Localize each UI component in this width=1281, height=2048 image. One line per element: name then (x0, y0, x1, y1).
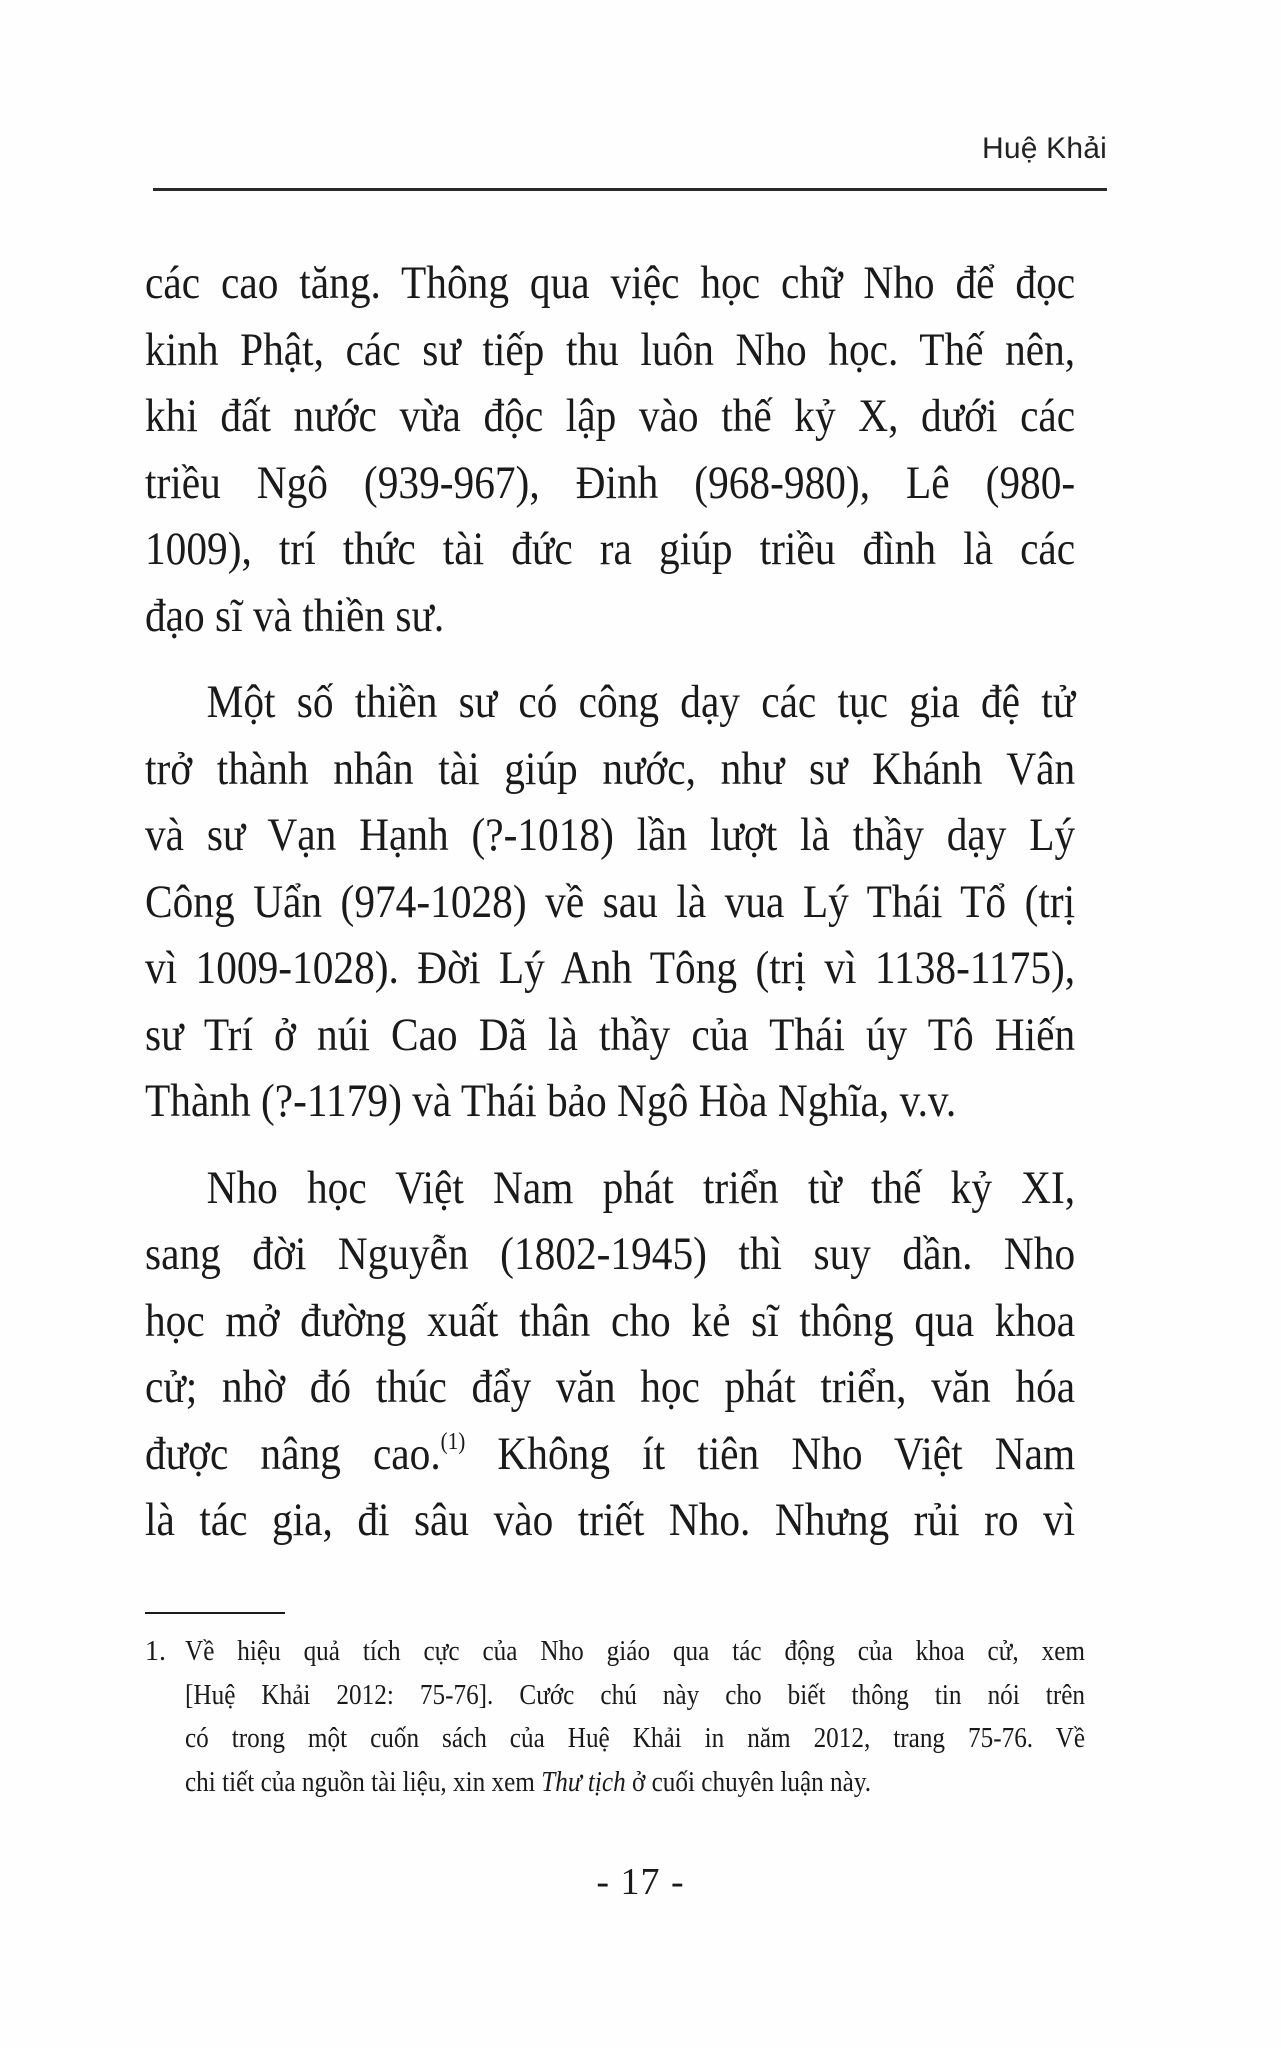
text-line-with-footnote-ref (145, 1421, 1075, 1488)
footnote-1 (145, 1630, 1085, 1804)
page-number: - 17 - (596, 1861, 685, 1903)
italic-term-bibliography: Thư tịch (541, 1766, 626, 1798)
text-line: Thành (?-1179) và Thái bảo Ngô Hòa Nghĩa, v.v. (145, 1075, 957, 1127)
text-line: các cao tăng. Thông qua việc học chữ Nho để đọc (145, 257, 1076, 309)
text-line: trở thành nhân tài giúp nước, như sư Khánh Vân (145, 742, 1076, 795)
text-line: sang đời Nguyễn (1802-1945) thì suy dần. Nho (145, 1228, 1076, 1280)
body-text (145, 250, 1075, 1554)
footnote-reference-link[interactable]: (1) (440, 1428, 466, 1455)
text-line: là tác gia, đi sâu vào triết Nho. Nhưng rủi ro vì (145, 1494, 1076, 1546)
text-line: Công Uẩn (974-1028) về sau là vua Lý Thái Tổ (trị (145, 875, 1076, 928)
text-line: Một số thiền sư có công dạy các tục gia đệ tử (206, 676, 1076, 728)
text-line: kinh Phật, các sư tiếp thu luôn Nho học. Thế nên, (145, 323, 1076, 376)
paragraph-3 (145, 1155, 1075, 1554)
paragraph-2 (145, 669, 1075, 1135)
text-line: Nho học Việt Nam phát triển từ thế kỷ XI, (206, 1161, 1076, 1214)
text-segment: được nâng cao. (145, 1427, 441, 1480)
footnote-body (185, 1630, 1085, 1804)
paragraph-gap (145, 1135, 1075, 1155)
text-segment: Không ít tiên Nho Việt Nam (465, 1427, 1076, 1480)
text-segment: ở cuối chuyên luận này. (625, 1766, 872, 1798)
footnote-line (185, 1761, 1085, 1805)
footnote-line: có trong một cuốn sách của Huệ Khải in năm 2012, trang 75-76. Về (185, 1723, 1085, 1754)
text-line: đạo sĩ và thiền sư. (145, 589, 445, 642)
text-line: sư Trí ở núi Cao Dã là thầy của Thái úy Tô Hiến (145, 1008, 1076, 1061)
paragraph-1 (145, 250, 1075, 649)
footnote-line: Về hiệu quả tích cực của Nho giáo qua tác động của khoa cử, xem (185, 1636, 1085, 1667)
text-line: khi đất nước vừa độc lập vào thế kỷ X, dưới các (145, 390, 1076, 442)
text-line: và sư Vạn Hạnh (?-1018) lần lượt là thầy dạy Lý (145, 809, 1076, 861)
text-line: vì 1009-1028). Đời Lý Anh Tông (trị vì 1138-1175), (145, 942, 1076, 994)
paragraph-gap (145, 649, 1075, 669)
text-line: học mở đường xuất thân cho kẻ sĩ thông qua khoa (145, 1294, 1076, 1347)
footnote-line: [Huệ Khải 2012: 75-76]. Cước chú này cho biết thông tin nói trên (185, 1679, 1085, 1711)
text-line: cử; nhờ đó thúc đẩy văn học phát triển, văn hóa (145, 1361, 1076, 1413)
footnote-separator-rule (145, 1612, 285, 1614)
text-line: 1009), trí thức tài đức ra giúp triều đình là các (145, 523, 1076, 575)
running-header-author: Huệ Khải (981, 132, 1107, 165)
text-line: triều Ngô (939-967), Đinh (968-980), Lê (980- (145, 456, 1076, 509)
header-rule (153, 188, 1107, 191)
text-segment: chi tiết của nguồn tài liệu, xin xem (185, 1766, 542, 1798)
footnote-number: 1. (145, 1636, 166, 1667)
